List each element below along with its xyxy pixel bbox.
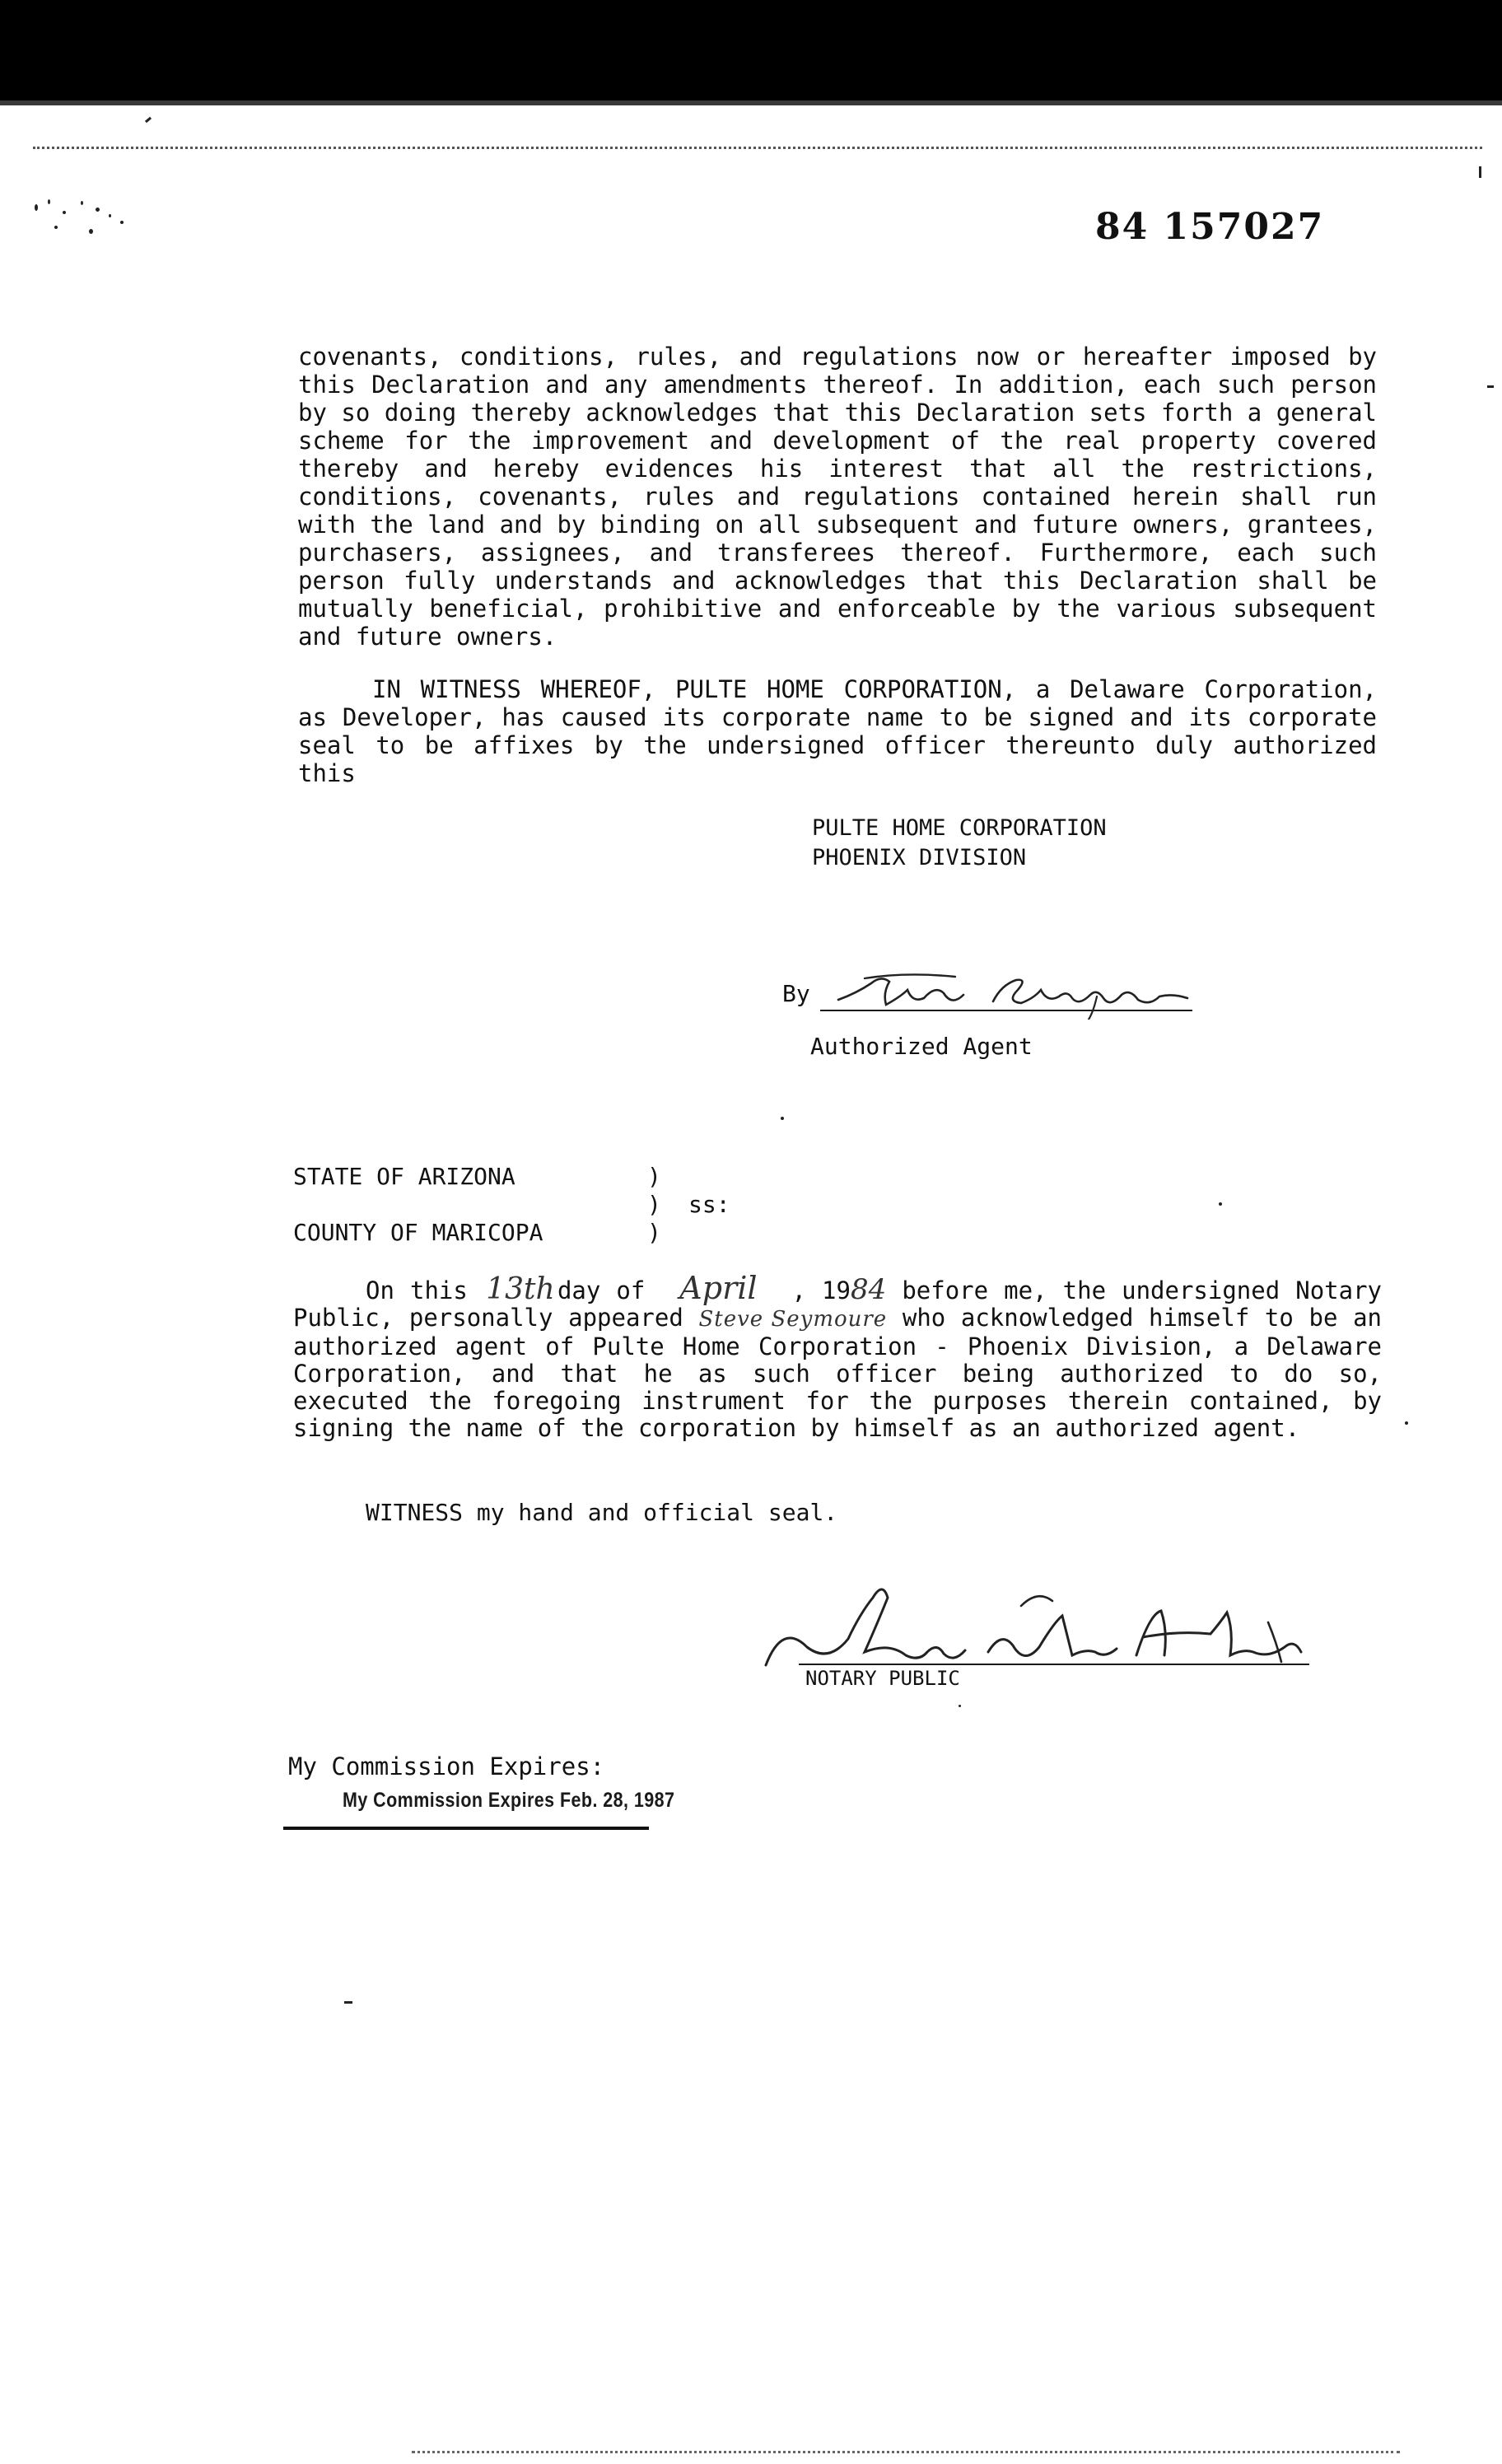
handwritten-month: April <box>679 1270 758 1306</box>
witness-line: WITNESS my hand and official seal. <box>366 1499 838 1526</box>
ack-year-prefix: , 19 <box>791 1276 851 1304</box>
commission-rule <box>283 1827 649 1830</box>
ss-label: ss: <box>688 1191 730 1218</box>
scan-mark <box>145 117 152 123</box>
header-dotted-rule <box>33 147 1482 149</box>
scan-mark <box>1479 166 1481 178</box>
ack-remainder: who acknowledged himself to be an authorized agent of Pulte Home Corporation - Phoenix Division, a Delaware Corporation, and that he as such officer being authorized to do so, executed the foregoing instrument for the purposes therein contained, by signing the name of the corporation by himself as an authorized agent. <box>293 1304 1382 1442</box>
bottom-scan-specks <box>412 2451 1400 2453</box>
by-label: By <box>782 980 810 1007</box>
scan-mark <box>1405 1421 1408 1425</box>
notary-public-label: NOTARY PUBLIC <box>805 1667 960 1690</box>
scan-mark <box>344 2001 352 2004</box>
scan-mark <box>1487 385 1494 388</box>
ack-lead: On this <box>366 1276 468 1304</box>
venue-block <box>293 1163 730 1247</box>
covenants-paragraph: covenants, conditions, rules, and regulations now or hereafter imposed by this Declaration and any amendments thereof. In addition, each such person by so doing thereby acknowledges that this Declaration sets forth a general scheme for the improvement and development of the real property covered thereby and hereby evidences his interest that all the restrictions, conditions, covenants, rules and regulations contained herein shall run with the land and by binding on all subsequent and future owners, grantees, purchasers, assignees, and transferees thereof. Furthermore, each such person fully understands and acknowledges that this Declaration shall be mutually beneficial, prohibitive and enforceable by the various subsequent and future owners. <box>298 343 1377 651</box>
commission-expiry-stamp: My Commission Expires Feb. 28, 1987 <box>343 1789 675 1812</box>
scan-mark <box>959 1705 961 1707</box>
state-label: STATE OF ARIZONA <box>293 1163 515 1190</box>
notary-signature-line <box>799 1664 1309 1665</box>
county-label: COUNTY OF MARICOPA <box>293 1219 543 1246</box>
handwritten-day: 13th <box>486 1272 555 1306</box>
agent-signature <box>832 960 1202 1020</box>
document-number: 84 157027 <box>1095 206 1325 248</box>
authorized-agent-title: Authorized Agent <box>810 1033 1033 1060</box>
venue-paren: ) <box>647 1191 661 1218</box>
scan-specks <box>30 196 145 245</box>
corporation-division: PHOENIX DIVISION <box>812 845 1027 870</box>
scan-mark <box>781 1117 784 1120</box>
ack-day-of: day of <box>557 1276 646 1304</box>
acknowledgment-paragraph <box>293 1270 1383 1442</box>
scan-top-band <box>0 0 1502 100</box>
witness-whereof-paragraph: IN WITNESS WHEREOF, PULTE HOME CORPORATION, a Delaware Corporation, as Developer, has caused its corporate name to be signed and its corporate seal to be affixes by the undersigned officer thereunto duly authorized this <box>298 675 1377 787</box>
corporation-block <box>812 814 1107 873</box>
venue-paren: ) <box>647 1219 661 1246</box>
corporation-name: PULTE HOME CORPORATION <box>812 815 1107 841</box>
handwritten-year: 84 <box>850 1273 887 1306</box>
commission-expires-label: My Commission Expires: <box>288 1752 605 1780</box>
handwritten-appeared-name: Steve Seymoure <box>698 1307 888 1332</box>
ack-before-me: before me, the undersigned Notary Public, personally appeared <box>293 1276 1383 1332</box>
venue-paren: ) <box>647 1163 661 1190</box>
scan-top-band-edge <box>0 100 1502 105</box>
scan-mark <box>1219 1202 1222 1206</box>
